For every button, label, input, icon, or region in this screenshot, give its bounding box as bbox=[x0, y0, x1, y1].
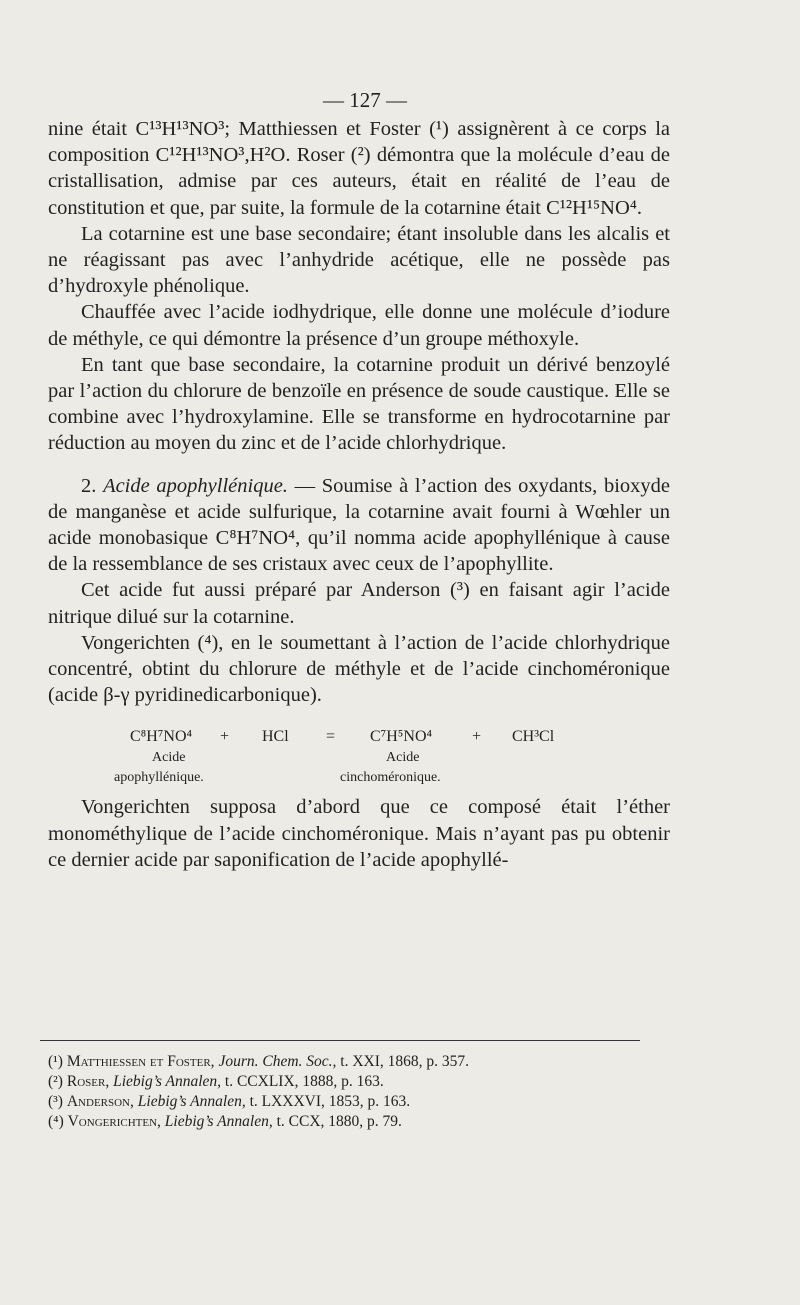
footnote: (¹) Matthiessen et Foster, Journ. Chem. Soc., t. XXI, 1868, p. 357. bbox=[48, 1053, 469, 1070]
page-number: — 127 — bbox=[323, 88, 407, 112]
section-2-paragraph bbox=[48, 473, 670, 578]
body-text bbox=[48, 116, 670, 873]
equation-term: HCl bbox=[262, 728, 289, 746]
footnote: (³) Anderson, Liebig’s Annalen, t. LXXXVI, 1853, p. 163. bbox=[48, 1093, 411, 1110]
equation-term: C⁸H⁷NO⁴ bbox=[130, 728, 193, 746]
equation-label: cinchoméronique. bbox=[340, 770, 441, 786]
paragraph: La cotarnine est une base secondaire; étant insoluble dans les alcalis et ne réagissant pas avec l’anhydride acétique, elle ne possède pas d’hydroxyle phénolique. bbox=[48, 222, 670, 298]
paragraph: En tant que base secondaire, la cotarnine produit un dérivé benzoylé par l’action du chlorure de benzoïle en présence de soude caustique. Elle se combine avec l’hydroxylamine. Elle se transforme en hydrocotarnine par réduction au moyen du zinc et de l’acide chlorhydrique. bbox=[48, 353, 670, 455]
paragraph: Vongerichten supposa d’abord que ce composé était l’éther monométhylique de l’acide cinchoméronique. Mais n’ayant pas pu obtenir ce dernier acide par saponification de l’acide apophyllé- bbox=[48, 796, 670, 871]
footnote: (²) Roser, Liebig’s Annalen, t. CCXLIX, 1888, p. 163. bbox=[48, 1073, 384, 1090]
footnote: (⁴) Vongerichten, Liebig’s Annalen, t. CCX, 1880, p. 79. bbox=[48, 1113, 402, 1130]
paragraph: Cet acide fut aussi préparé par Anderson (³) en faisant agir l’acide nitrique dilué sur la cotarnine. bbox=[48, 579, 670, 628]
footnotes bbox=[48, 1052, 668, 1132]
paragraph: Chauffée avec l’acide iodhydrique, elle donne une molécule d’iodure de méthyle, ce qui démontre la présence d’un groupe méthoxyle. bbox=[48, 301, 670, 350]
paragraph: Vongerichten (⁴), en le soumettant à l’action de l’acide chlorhydrique concentré, obtint du chlorure de méthyle et de l’acide cinchoméronique (acide β-γ pyridinedicarbonique). bbox=[48, 631, 670, 707]
chemical-equation bbox=[48, 720, 670, 786]
equation-label: Acide bbox=[386, 750, 420, 766]
section-title: Acide apophyllénique. bbox=[103, 474, 288, 497]
section-text: — Soumise à l’action des oxydants, bioxyde de manganèse et acide sulfurique, la cotarnine avait fourni à Wœhler un acide monobasique C⁸H⁷NO⁴, qu’il nomma acide apophyllénique à cause de la ressemblance de ses cristaux avec ceux de l’apophyllite. bbox=[48, 474, 670, 576]
section-number: 2. bbox=[81, 474, 97, 497]
equation-operator: = bbox=[326, 728, 336, 746]
footnote-divider bbox=[40, 1040, 640, 1041]
equation-label: apophyllénique. bbox=[114, 770, 204, 786]
paragraph: nine était C¹³H¹³NO³; Matthiessen et Foster (¹) assignèrent à ce corps la composition C¹²H¹³NO³,H²O. Roser (²) démontra que la molécule d’eau de cristallisation, admise par ces auteurs, était en réalité de l’eau de constitution et que, par suite, la formule de la cotarnine était C¹²H¹⁵NO⁴. bbox=[48, 118, 670, 219]
equation-label: Acide bbox=[152, 750, 186, 766]
equation-operator: + bbox=[472, 728, 482, 746]
equation-term: CH³Cl bbox=[512, 728, 555, 746]
equation-operator: + bbox=[220, 728, 230, 746]
equation-term: C⁷H⁵NO⁴ bbox=[370, 728, 433, 746]
